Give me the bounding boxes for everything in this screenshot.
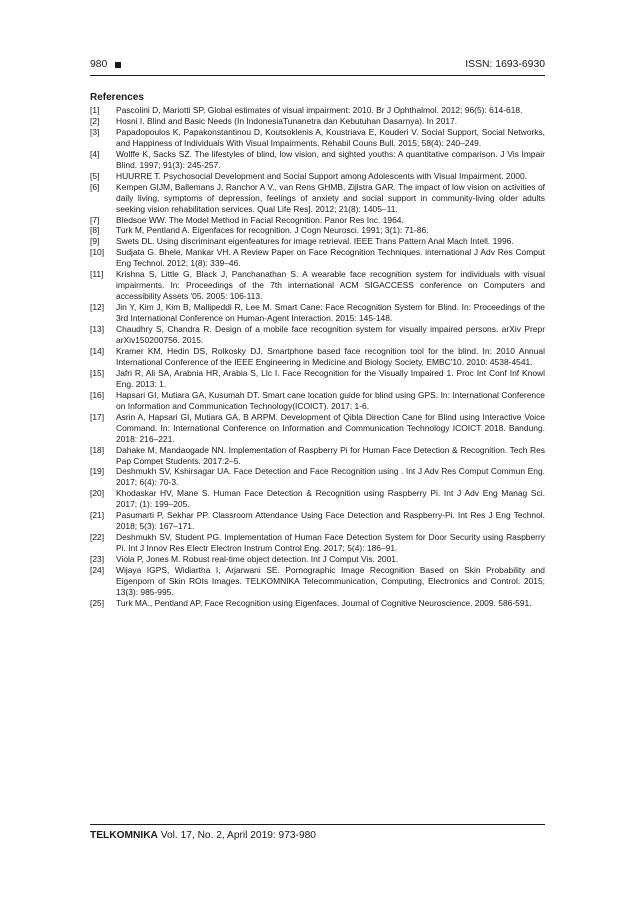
reference-number: [10] — [90, 247, 105, 258]
journal-name: TELKOMNIKA — [90, 830, 158, 841]
reference-item — [90, 554, 545, 565]
reference-text: Chaudhry S, Chandra R. Design of a mobile face recognition system for visually impaired persons. arXiv Prepr arXiv150200756. 2015. — [116, 324, 545, 346]
reference-number: [25] — [90, 597, 105, 608]
reference-number: [13] — [90, 324, 105, 335]
reference-text: Dahake M, Mandaogade NN. Implementation of Raspberry Pi for Human Face Detection & Recognition. Tech Res Pap Compet Students. 2017:2–5. — [116, 444, 545, 466]
reference-item — [90, 171, 545, 182]
reference-item — [90, 182, 545, 215]
page-footer — [90, 829, 316, 842]
reference-text: Bledsoe WW. The Model Method in Facial Recognition. Panor Res Inc. 1964. — [116, 214, 404, 225]
reference-item — [90, 247, 545, 269]
reference-number: [19] — [90, 466, 105, 477]
reference-item — [90, 346, 545, 368]
reference-item — [90, 510, 545, 532]
reference-item — [90, 466, 545, 488]
reference-text: Jin Y, Kim J, Kim B, Mallipeddi R, Lee M. Smart Cane: Face Recognition System for Blind. In: Proceedings of the 3rd International Conference on Human-Agent Interaction. 2015: 145-148. — [116, 302, 545, 324]
reference-number: [24] — [90, 565, 105, 576]
page-number: 980 — [90, 59, 108, 70]
reference-text: Kramer KM, Hedin DS, Rolkosky DJ. Smartphone based face recognition tool for the blind. In: 2010 Annual International Conference of the IEEE Engineering in Medicine and Biology Society, EMBC'10. 2010: 4538-4541. — [116, 345, 545, 367]
header-divider — [90, 75, 545, 76]
reference-number: [15] — [90, 367, 105, 378]
reference-text: Jafri R, Ali SA, Arabnia HR, Arabia S, Llc I. Face Recognition for the Visually Impaired 1. Proc Int Conf Inf Knowl Eng. 2013: 1. — [116, 367, 545, 389]
page-header — [90, 58, 545, 72]
reference-number: [6] — [90, 181, 100, 192]
reference-text: Kempen GIJM, Ballemans J, Ranchor A V., van Rens GHMB, Zijlstra GAR. The impact of low vision on activities of daily living, symptoms of depression, feelings of anxiety and social support in community-living older adults seeking vision rehabilitation services. Qual Life Res]. 2012; 21(8): 1405–11. — [116, 181, 545, 214]
reference-item — [90, 236, 545, 247]
reference-text: Sudjata G. Bhele, Mankar VH. A Review Paper on Face Recognition Techniques. international J Adv Res Comput Eng Technol. 2012; 1(8): 339–46. — [116, 247, 545, 269]
reference-text: Turk M, Pentland A. Eigenfaces for recognition. J Cogn Neurosci. 1991; 3(1): 71-86. — [116, 225, 429, 236]
references-heading: References — [90, 92, 144, 103]
reference-text: Khodaskar HV, Mane S. Human Face Detection & Recognition using Raspberry Pi. Int J Adv Eng Manag Sci. 2017; (1): 199–205. — [116, 488, 545, 510]
reference-number: [22] — [90, 532, 105, 543]
reference-number: [8] — [90, 225, 100, 236]
reference-text: Swets DL. Using discriminant eigenfeatures for image retrieval. IEEE Trans Pattern Anal Mach Intell. 1996. — [116, 236, 514, 247]
reference-item — [90, 390, 545, 412]
reference-number: [16] — [90, 389, 105, 400]
reference-item — [90, 215, 545, 226]
reference-text: Papadopoulos K, Papakonstantinou D, Koutsoklenis A, Koustriava E, Kouderi V. Social Support, Social Networks, and Happiness of Individuals With Visual Impairments. Rehabil Couns Bull. 2015; 58(4): 240–249. — [116, 126, 545, 148]
reference-number: [17] — [90, 411, 105, 422]
reference-number: [2] — [90, 115, 100, 126]
reference-item — [90, 149, 545, 171]
reference-item — [90, 412, 545, 445]
reference-item — [90, 302, 545, 324]
reference-number: [14] — [90, 345, 105, 356]
square-bullet-icon — [115, 62, 121, 68]
reference-item — [90, 445, 545, 467]
reference-number: [20] — [90, 488, 105, 499]
reference-item — [90, 324, 545, 346]
reference-number: [11] — [90, 269, 104, 280]
issue-info: Vol. 17, No. 2, April 2019: 973-980 — [160, 830, 316, 841]
issn-label: ISSN: 1693-6930 — [465, 59, 545, 70]
reference-item — [90, 269, 545, 302]
footer-divider — [90, 824, 545, 825]
reference-text: Deshmukh SV, Student PG. Implementation of Human Face Detection System for Door Security using Raspberry Pi. Int J Innov Res Electr Electron Instrum Control Eng. 2017; 5(4): 186–91. — [116, 532, 545, 554]
reference-text: HUURRE T. Psychosocial Development and Social Support among Adolescents with Visual Impairment. 2000. — [116, 170, 527, 181]
reference-item — [90, 105, 545, 116]
references-section — [90, 92, 545, 609]
reference-text: Turk MA., Pentland AP. Face Recognition using Eigenfaces. Journal of Cognitive Neuroscience. 2009. 586-591. — [116, 597, 532, 608]
reference-text: Hosni I. Blind and Basic Needs (In IndonesiaTunanetra dan Kebutuhan Dasarnya). In 2017. — [116, 115, 458, 126]
reference-item — [90, 565, 545, 598]
reference-text: Wolffe K, Sacks SZ. The lifestyles of blind, low vision, and sighted youths: A quantitative comparison. J Vis Impair Blind. 1997; 91(3): 245-257. — [116, 148, 545, 170]
reference-list — [90, 105, 545, 609]
reference-text: Viola P, Jones M. Robust real-time object detection. Int J Comput Vis. 2001. — [116, 554, 399, 565]
reference-item — [90, 116, 545, 127]
reference-text: Wijaya IGPS, Widiartha I, Arjarwani SE. Pornographic Image Recognition Based on Skin Probability and Eigenporn of Skin ROIs Images. TELKOMNIKA Telecommunication, Computing, Electronics and Control. 2015; 13(3): 985-995. — [116, 565, 545, 597]
reference-number: [9] — [90, 236, 100, 247]
reference-number: [12] — [90, 302, 105, 313]
reference-text: Krishna S, Little G, Black J, Panchanathan S. A wearable face recognition system for individuals with visual impairments. In: Proceedings of the 7th international ACM SIGACCESS conference on Computers and accessibility Assets '05. 2005: 106-113. — [116, 269, 545, 302]
reference-item — [90, 488, 545, 510]
reference-number: [3] — [90, 126, 100, 137]
reference-item — [90, 127, 545, 149]
reference-text: Pascolini D, Mariotti SP. Global estimates of visual impairment: 2010. Br J Ophthalmol. 2012; 96(5): 614-618. — [116, 105, 523, 115]
reference-item — [90, 532, 545, 554]
reference-item — [90, 368, 545, 390]
reference-number: [4] — [90, 148, 100, 159]
reference-number: [23] — [90, 554, 105, 565]
reference-item — [90, 598, 545, 609]
reference-text: Pasumarti P, Sekhar PP. Classroom Attendance Using Face Detection and Raspberry-Pi. Int Res J Eng Technol. 2018; 5(3): 167–171. — [116, 510, 545, 532]
header-left — [90, 58, 121, 72]
reference-number: [7] — [90, 214, 100, 225]
reference-item — [90, 225, 545, 236]
reference-text: Hapsari GI, Mutiara GA, Kusumah DT. Smart cane location guide for blind using GPS. In: International Conference on Information and Communication Technology(ICOICT). 2017: 1-6. — [116, 389, 545, 411]
reference-text: Asrin A, Hapsari GI, Mutiara GA, B ARPM. Development of Qibla Direction Cane for Blind using Interactive Voice Command. In: International Conference on Information and Communication Technology ICOICT 2018. Bandung. 2018: 216–221. — [116, 411, 545, 444]
reference-number: [21] — [90, 510, 105, 521]
reference-text: Deshmukh SV, Kshirsagar UA. Face Detection and Face Recognition using . Int J Adv Res Comput Commun Eng. 2017; 6(4): 70-3. — [116, 466, 545, 488]
reference-number: [18] — [90, 444, 105, 455]
reference-number: [5] — [90, 170, 100, 181]
reference-number: [1] — [90, 105, 100, 115]
